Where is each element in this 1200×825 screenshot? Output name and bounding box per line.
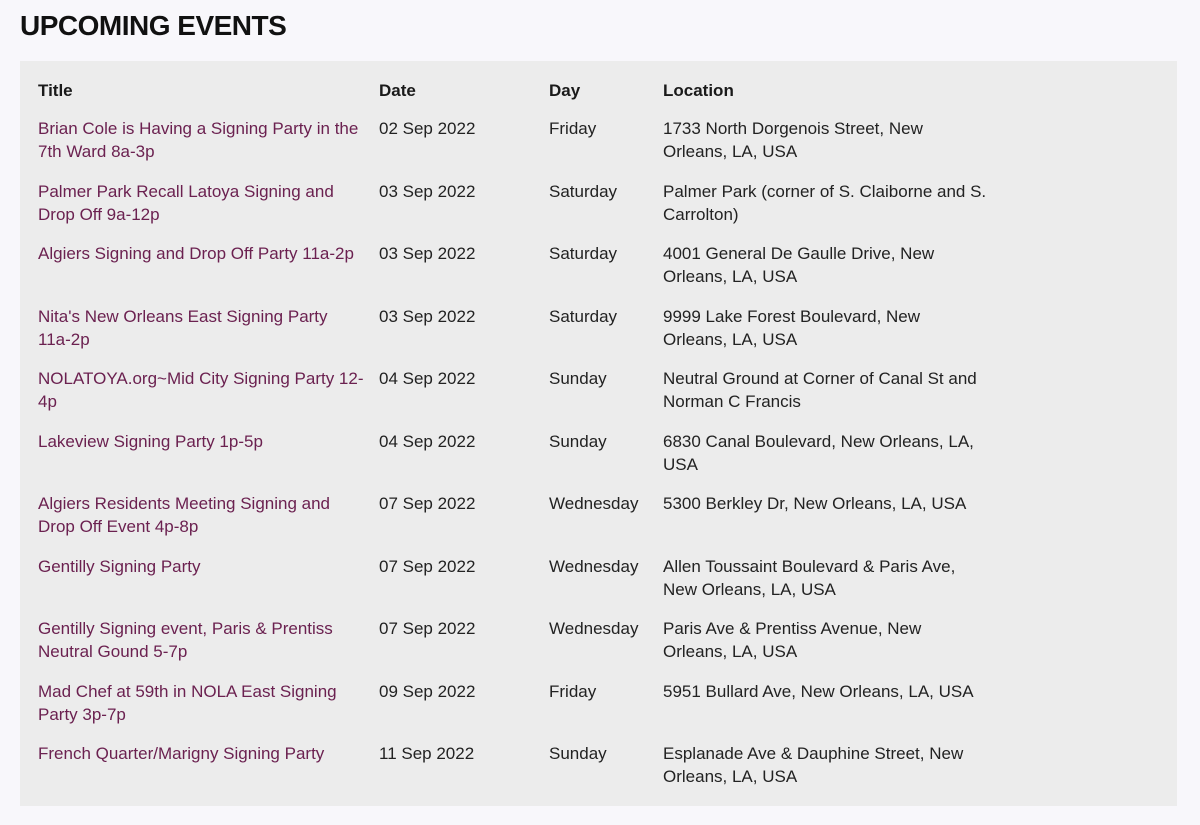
event-location: 1733 North Dorgenois Street, New Orleans, LA, USA [663, 119, 923, 161]
event-title-cell [38, 737, 379, 800]
event-title-cell [38, 237, 379, 300]
event-location: 6830 Canal Boulevard, New Orleans, LA, USA [663, 431, 974, 474]
event-title-cell [38, 300, 379, 363]
event-title-cell [38, 362, 379, 425]
event-title-link[interactable]: Mad Chef at 59th in NOLA East Signing Party 3p-7p [38, 681, 337, 724]
column-header-location: Location [663, 81, 734, 100]
event-day: Wednesday [549, 619, 639, 638]
event-date: 09 Sep 2022 [379, 681, 476, 701]
event-location: Esplanade Ave & Dauphine Street, New Orleans, LA, USA [663, 744, 964, 786]
event-location-cell [663, 112, 993, 175]
column-header-day: Day [549, 81, 581, 100]
event-location-cell [663, 362, 993, 425]
event-title-link[interactable]: Gentilly Signing event, Paris & Prentiss Neutral Gound 5-7p [38, 619, 333, 661]
event-day: Wednesday [549, 494, 639, 513]
event-location-cell [663, 237, 993, 300]
event-title-link[interactable]: Gentilly Signing Party [38, 556, 201, 576]
table-header-row [38, 73, 993, 112]
event-day: Saturday [549, 181, 618, 201]
event-location-cell [663, 425, 993, 488]
event-title-link[interactable]: Lakeview Signing Party 1p-5p [38, 431, 263, 451]
event-day: Friday [549, 119, 597, 138]
column-header-date: Date [379, 81, 416, 100]
events-table [38, 73, 993, 800]
event-date: 04 Sep 2022 [379, 431, 476, 451]
table-row [38, 175, 993, 238]
table-row [38, 237, 993, 300]
event-title-cell [38, 425, 379, 488]
table-row [38, 300, 993, 363]
event-title-cell [38, 487, 379, 550]
event-day: Sunday [549, 744, 607, 763]
event-location: 9999 Lake Forest Boulevard, New Orleans, LA, USA [663, 306, 921, 349]
event-location-cell [663, 737, 993, 800]
event-title-link[interactable]: French Quarter/Marigny Signing Party [38, 744, 325, 763]
event-date: 11 Sep 2022 [379, 744, 475, 763]
event-title-link[interactable]: Algiers Signing and Drop Off Party 11a-2p [38, 244, 354, 263]
event-day: Sunday [549, 431, 607, 451]
event-location: Allen Toussaint Boulevard & Paris Ave, New Orleans, LA, USA [663, 556, 956, 599]
column-header-title: Title [38, 81, 73, 100]
events-panel [20, 61, 1177, 806]
event-date: 07 Sep 2022 [379, 619, 476, 638]
event-title-cell [38, 112, 379, 175]
event-title-link[interactable]: Palmer Park Recall Latoya Signing and Drop Off 9a-12p [38, 181, 334, 224]
table-row [38, 737, 993, 800]
event-location: Palmer Park (corner of S. Claiborne and S. Carrolton) [663, 181, 987, 224]
event-location-cell [663, 675, 993, 738]
event-location-cell [663, 550, 993, 613]
event-day: Saturday [549, 306, 618, 326]
event-day: Saturday [549, 244, 618, 263]
table-row [38, 675, 993, 738]
event-location: 5300 Berkley Dr, New Orleans, LA, USA [663, 494, 967, 513]
event-day: Friday [549, 681, 597, 701]
table-row [38, 550, 993, 613]
event-title-cell [38, 175, 379, 238]
event-title-link[interactable]: NOLATOYA.org~Mid City Signing Party 12-4p [38, 369, 364, 411]
event-location-cell [663, 487, 993, 550]
event-title-cell [38, 675, 379, 738]
event-location-cell [663, 612, 993, 675]
event-location: 4001 General De Gaulle Drive, New Orleans, LA, USA [663, 244, 935, 286]
event-location-cell [663, 300, 993, 363]
table-row [38, 362, 993, 425]
event-location: Neutral Ground at Corner of Canal St and Norman C Francis [663, 369, 977, 411]
event-day: Wednesday [549, 556, 639, 576]
event-location: Paris Ave & Prentiss Avenue, New Orleans, LA, USA [663, 619, 922, 661]
event-location-cell [663, 175, 993, 238]
event-date: 02 Sep 2022 [379, 119, 476, 138]
event-title-link[interactable]: Brian Cole is Having a Signing Party in the 7th Ward 8a-3p [38, 119, 359, 161]
event-date: 07 Sep 2022 [379, 556, 476, 576]
event-title-link[interactable]: Algiers Residents Meeting Signing and Drop Off Event 4p-8p [38, 494, 331, 536]
page-title: UPCOMING EVENTS [20, 10, 287, 41]
event-date: 04 Sep 2022 [379, 369, 476, 388]
event-title-cell [38, 550, 379, 613]
event-title-cell [38, 612, 379, 675]
table-row [38, 612, 993, 675]
event-date: 03 Sep 2022 [379, 244, 476, 263]
event-date: 03 Sep 2022 [379, 306, 476, 326]
event-date: 07 Sep 2022 [379, 494, 476, 513]
event-date: 03 Sep 2022 [379, 181, 476, 201]
event-location: 5951 Bullard Ave, New Orleans, LA, USA [663, 681, 974, 701]
table-row [38, 487, 993, 550]
event-day: Sunday [549, 369, 607, 388]
table-row [38, 112, 993, 175]
event-title-link[interactable]: Nita's New Orleans East Signing Party 11a-2p [38, 306, 328, 349]
table-row [38, 425, 993, 488]
